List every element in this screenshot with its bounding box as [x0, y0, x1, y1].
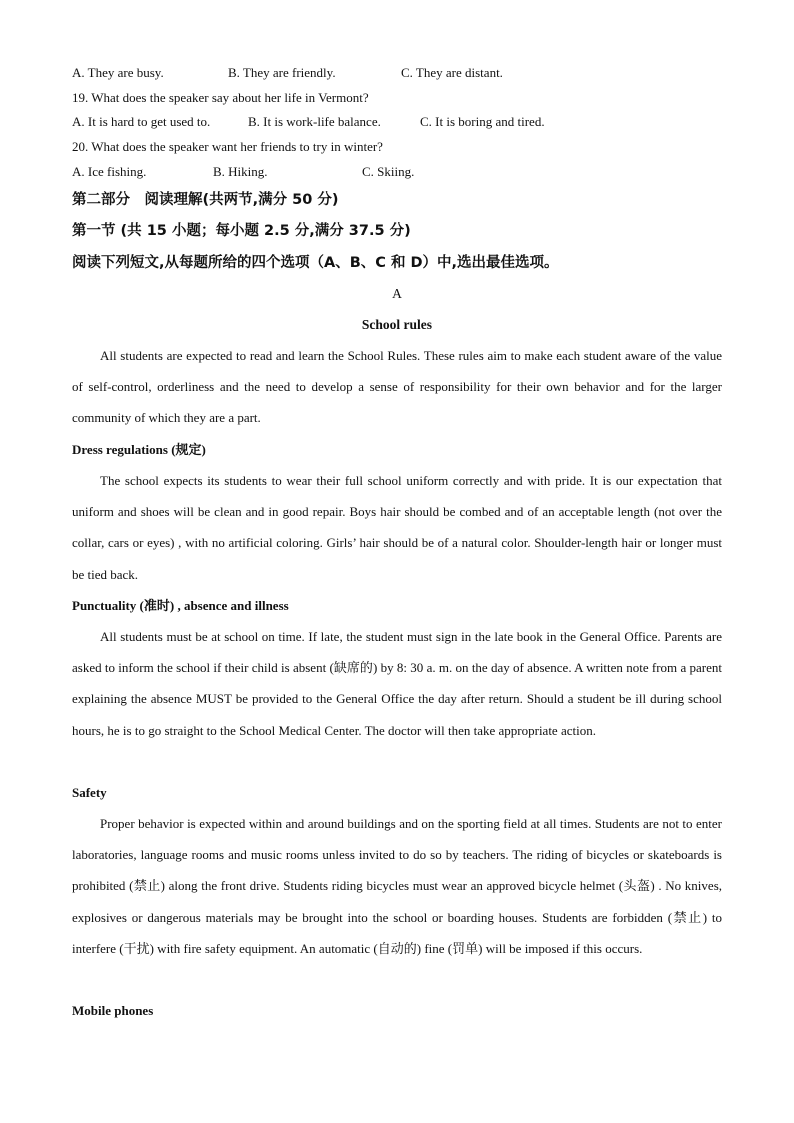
q19-option-a: A. It is hard to get used to.: [72, 114, 211, 129]
q20-question: 20. What does the speaker want her friends to try in winter?: [72, 139, 383, 154]
q18-option-b: B. They are friendly.: [228, 65, 336, 80]
q19-option-c: C. It is boring and tired.: [420, 114, 545, 129]
q19-question: 19. What does the speaker say about her life in Vermont?: [72, 90, 369, 105]
q20-option-a: A. Ice fishing.: [72, 164, 147, 179]
q20-option-b: B. Hiking.: [213, 164, 268, 179]
q19-option-b: B. It is work-life balance.: [248, 114, 381, 129]
punctuality-paragraph: All students must be at school on time. If late, the student must sign in the late book in the General Office. Parents are asked to inform the school if their child is absent (缺席的) by 8: 30 a. m. on the day of absence. A written note from a parent explaining the absence MUST be provided to the General Office the day after return. Should a student be ill during school hours, he is to go straight to the School Medical Center. The doctor will then take appropriate action.: [72, 629, 722, 738]
safety-paragraph: Proper behavior is expected within and around buildings and on the sporting field at all times. Students are not to enter laboratories, language rooms and music rooms unless invited to do so by teachers. The riding of bicycles or skateboards is prohibited (禁止) along the front drive. Students riding bicycles must wear an approved bicycle helmet (头盔) . No knives, explosives or dangerous materials may be brought into the school or boarding houses. Students are forbidden (禁止) to interfere (干扰) with fire safety equipment. An automatic (自动的) fine (罚单) will be imposed if this occurs.: [72, 816, 722, 956]
dress-paragraph: The school expects its students to wear their full school uniform correctly and with pride. It is our expectation that uniform and shoes will be clean and in good repair. Boys hair should be combed and of an acceptable length (not over the collar, cars or eyes) , with no artificial coloring. Girls’ hair should be of a natural color. Shoulder-length hair or longer must be tied back.: [72, 473, 722, 582]
passage-title: School rules: [361, 317, 433, 332]
dress-heading: Dress regulations (规定): [72, 442, 206, 457]
punctuality-heading: Punctuality (准时) , absence and illness: [72, 598, 289, 613]
safety-heading: Safety: [72, 785, 107, 800]
passage-letter: A: [392, 286, 402, 301]
part-title: 第二部分 阅读理解(共两节,满分 50 分): [72, 192, 339, 208]
q20-option-c: C. Skiing.: [362, 164, 415, 179]
subsection-title: 第一节 (共 15 小题；每小题 2.5 分,满分 37.5 分): [72, 223, 411, 239]
mobile-heading: Mobile phones: [72, 1003, 154, 1018]
q18-option-a: A. They are busy.: [72, 65, 164, 80]
intro-paragraph: All students are expected to read and learn the School Rules. These rules aim to make each student aware of the value of self-control, orderliness and the need to develop a sense of responsibility for their own behavior and for the larger community of which they are a part.: [72, 348, 722, 426]
section-instruction: 阅读下列短文,从每题所给的四个选项（A、B、C 和 D）中,选出最佳选项。: [72, 255, 559, 271]
q18-option-c: C. They are distant.: [401, 65, 503, 80]
